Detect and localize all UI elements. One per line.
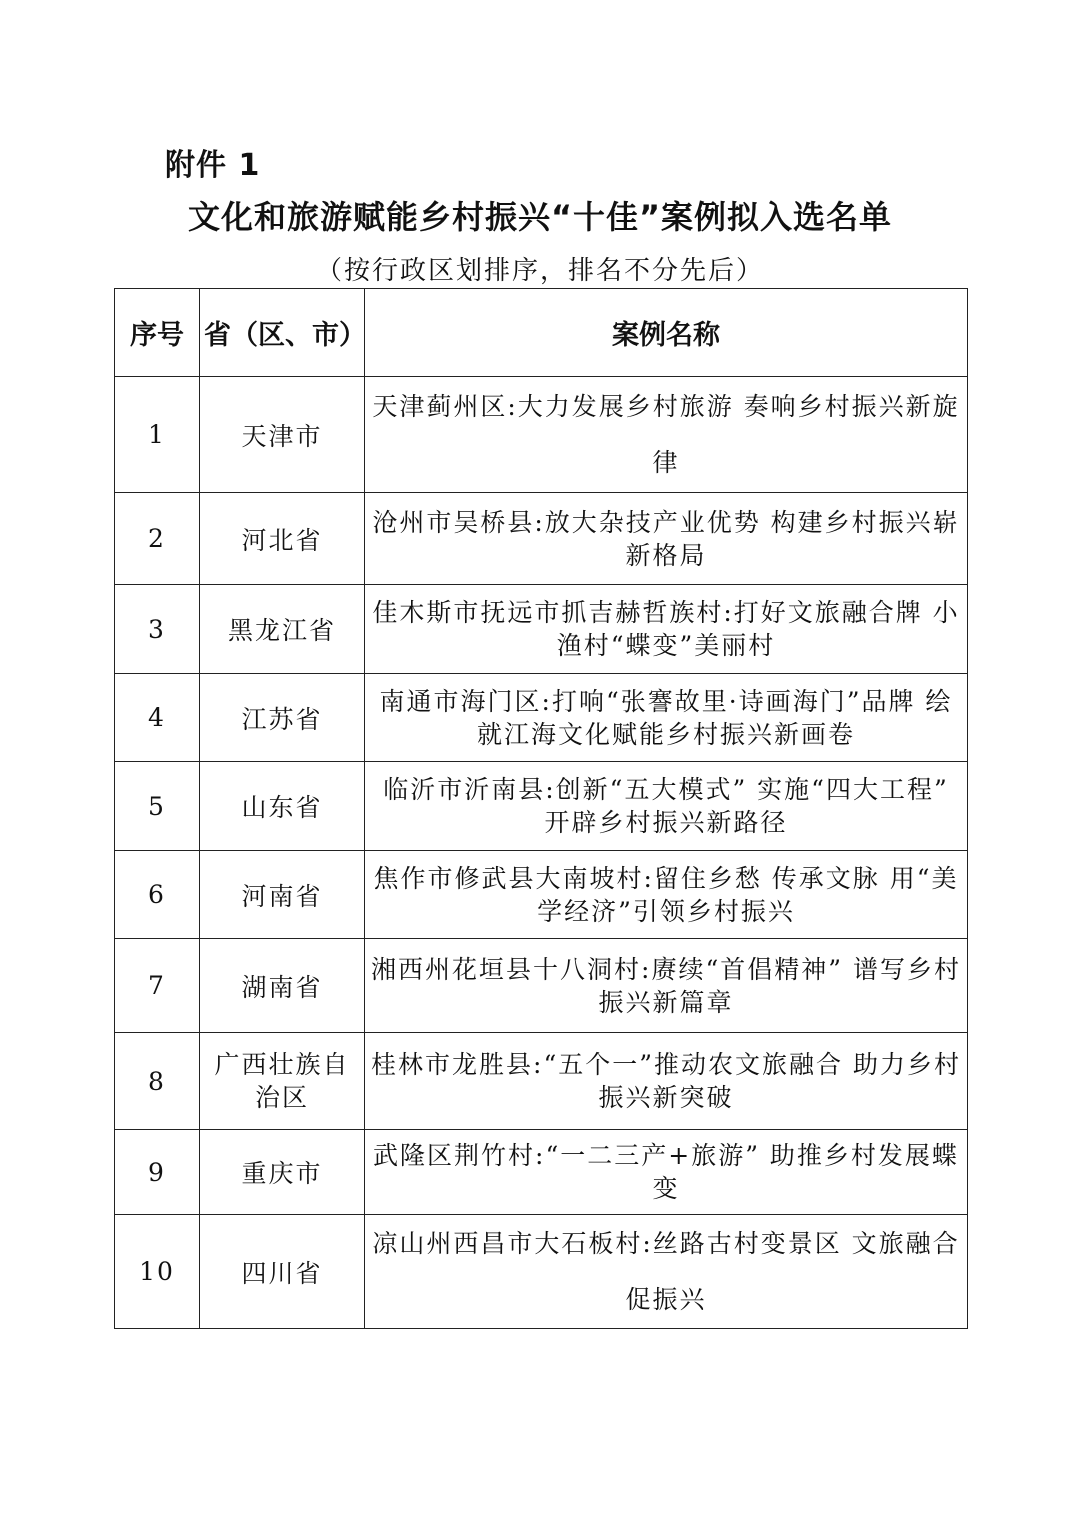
column-header-case-name: 案例名称 <box>365 289 968 377</box>
row-case-name: 焦作市修武县大南坡村:留住乡愁 传承文脉 用“美学经济”引领乡村振兴 <box>365 851 968 939</box>
table-row <box>115 762 968 851</box>
row-province: 河南省 <box>200 851 365 939</box>
row-case-name: 武隆区荆竹村:“一二三产+旅游” 助推乡村发展蝶变 <box>365 1130 968 1215</box>
row-province: 黑龙江省 <box>200 585 365 674</box>
row-case-name: 湘西州花垣县十八洞村:赓续“首倡精神” 谱写乡村振兴新篇章 <box>365 939 968 1033</box>
row-province: 四川省 <box>200 1215 365 1329</box>
table-row <box>115 493 968 585</box>
attachment-label: 附件 1 <box>165 148 261 183</box>
row-province: 天津市 <box>200 377 365 493</box>
row-number: 4 <box>115 674 200 762</box>
row-number: 7 <box>115 939 200 1033</box>
row-province: 河北省 <box>200 493 365 585</box>
row-number: 1 <box>115 377 200 493</box>
row-province: 湖南省 <box>200 939 365 1033</box>
row-province: 江苏省 <box>200 674 365 762</box>
table-row <box>115 1215 968 1329</box>
row-case-name: 佳木斯市抚远市抓吉赫哲族村:打好文旅融合牌 小渔村“蝶变”美丽村 <box>365 585 968 674</box>
table-row <box>115 585 968 674</box>
table-row <box>115 851 968 939</box>
table-row <box>115 674 968 762</box>
row-case-name: 南通市海门区:打响“张謇故里·诗画海门”品牌 绘就江海文化赋能乡村振兴新画卷 <box>365 674 968 762</box>
row-number: 6 <box>115 851 200 939</box>
row-number: 10 <box>115 1215 200 1329</box>
row-number: 8 <box>115 1033 200 1130</box>
document-title: 文化和旅游赋能乡村振兴“十佳”案例拟入选名单 <box>187 198 893 236</box>
row-number: 9 <box>115 1130 200 1215</box>
document-subtitle: （按行政区划排序，排名不分先后） <box>315 256 764 286</box>
table-row <box>115 939 968 1033</box>
row-case-name: 临沂市沂南县:创新“五大模式” 实施“四大工程” 开辟乡村振兴新路径 <box>365 762 968 851</box>
row-number: 3 <box>115 585 200 674</box>
table-row <box>115 1130 968 1215</box>
table-row <box>115 377 968 493</box>
case-list-table <box>114 288 968 1329</box>
table-row <box>115 1033 968 1130</box>
column-header-number: 序号 <box>115 289 200 377</box>
row-case-name: 凉山州西昌市大石板村:丝路古村变景区 文旅融合促振兴 <box>365 1215 968 1329</box>
row-number: 2 <box>115 493 200 585</box>
row-province: 山东省 <box>200 762 365 851</box>
column-header-province: 省（区、市） <box>200 289 365 377</box>
row-case-name: 桂林市龙胜县:“五个一”推动农文旅融合 助力乡村振兴新突破 <box>365 1033 968 1130</box>
row-province: 广西壮族自治区 <box>200 1033 365 1130</box>
row-province: 重庆市 <box>200 1130 365 1215</box>
row-case-name: 沧州市吴桥县:放大杂技产业优势 构建乡村振兴崭新格局 <box>365 493 968 585</box>
row-case-name: 天津蓟州区:大力发展乡村旅游 奏响乡村振兴新旋律 <box>365 377 968 493</box>
row-number: 5 <box>115 762 200 851</box>
table-header-row <box>115 289 968 377</box>
